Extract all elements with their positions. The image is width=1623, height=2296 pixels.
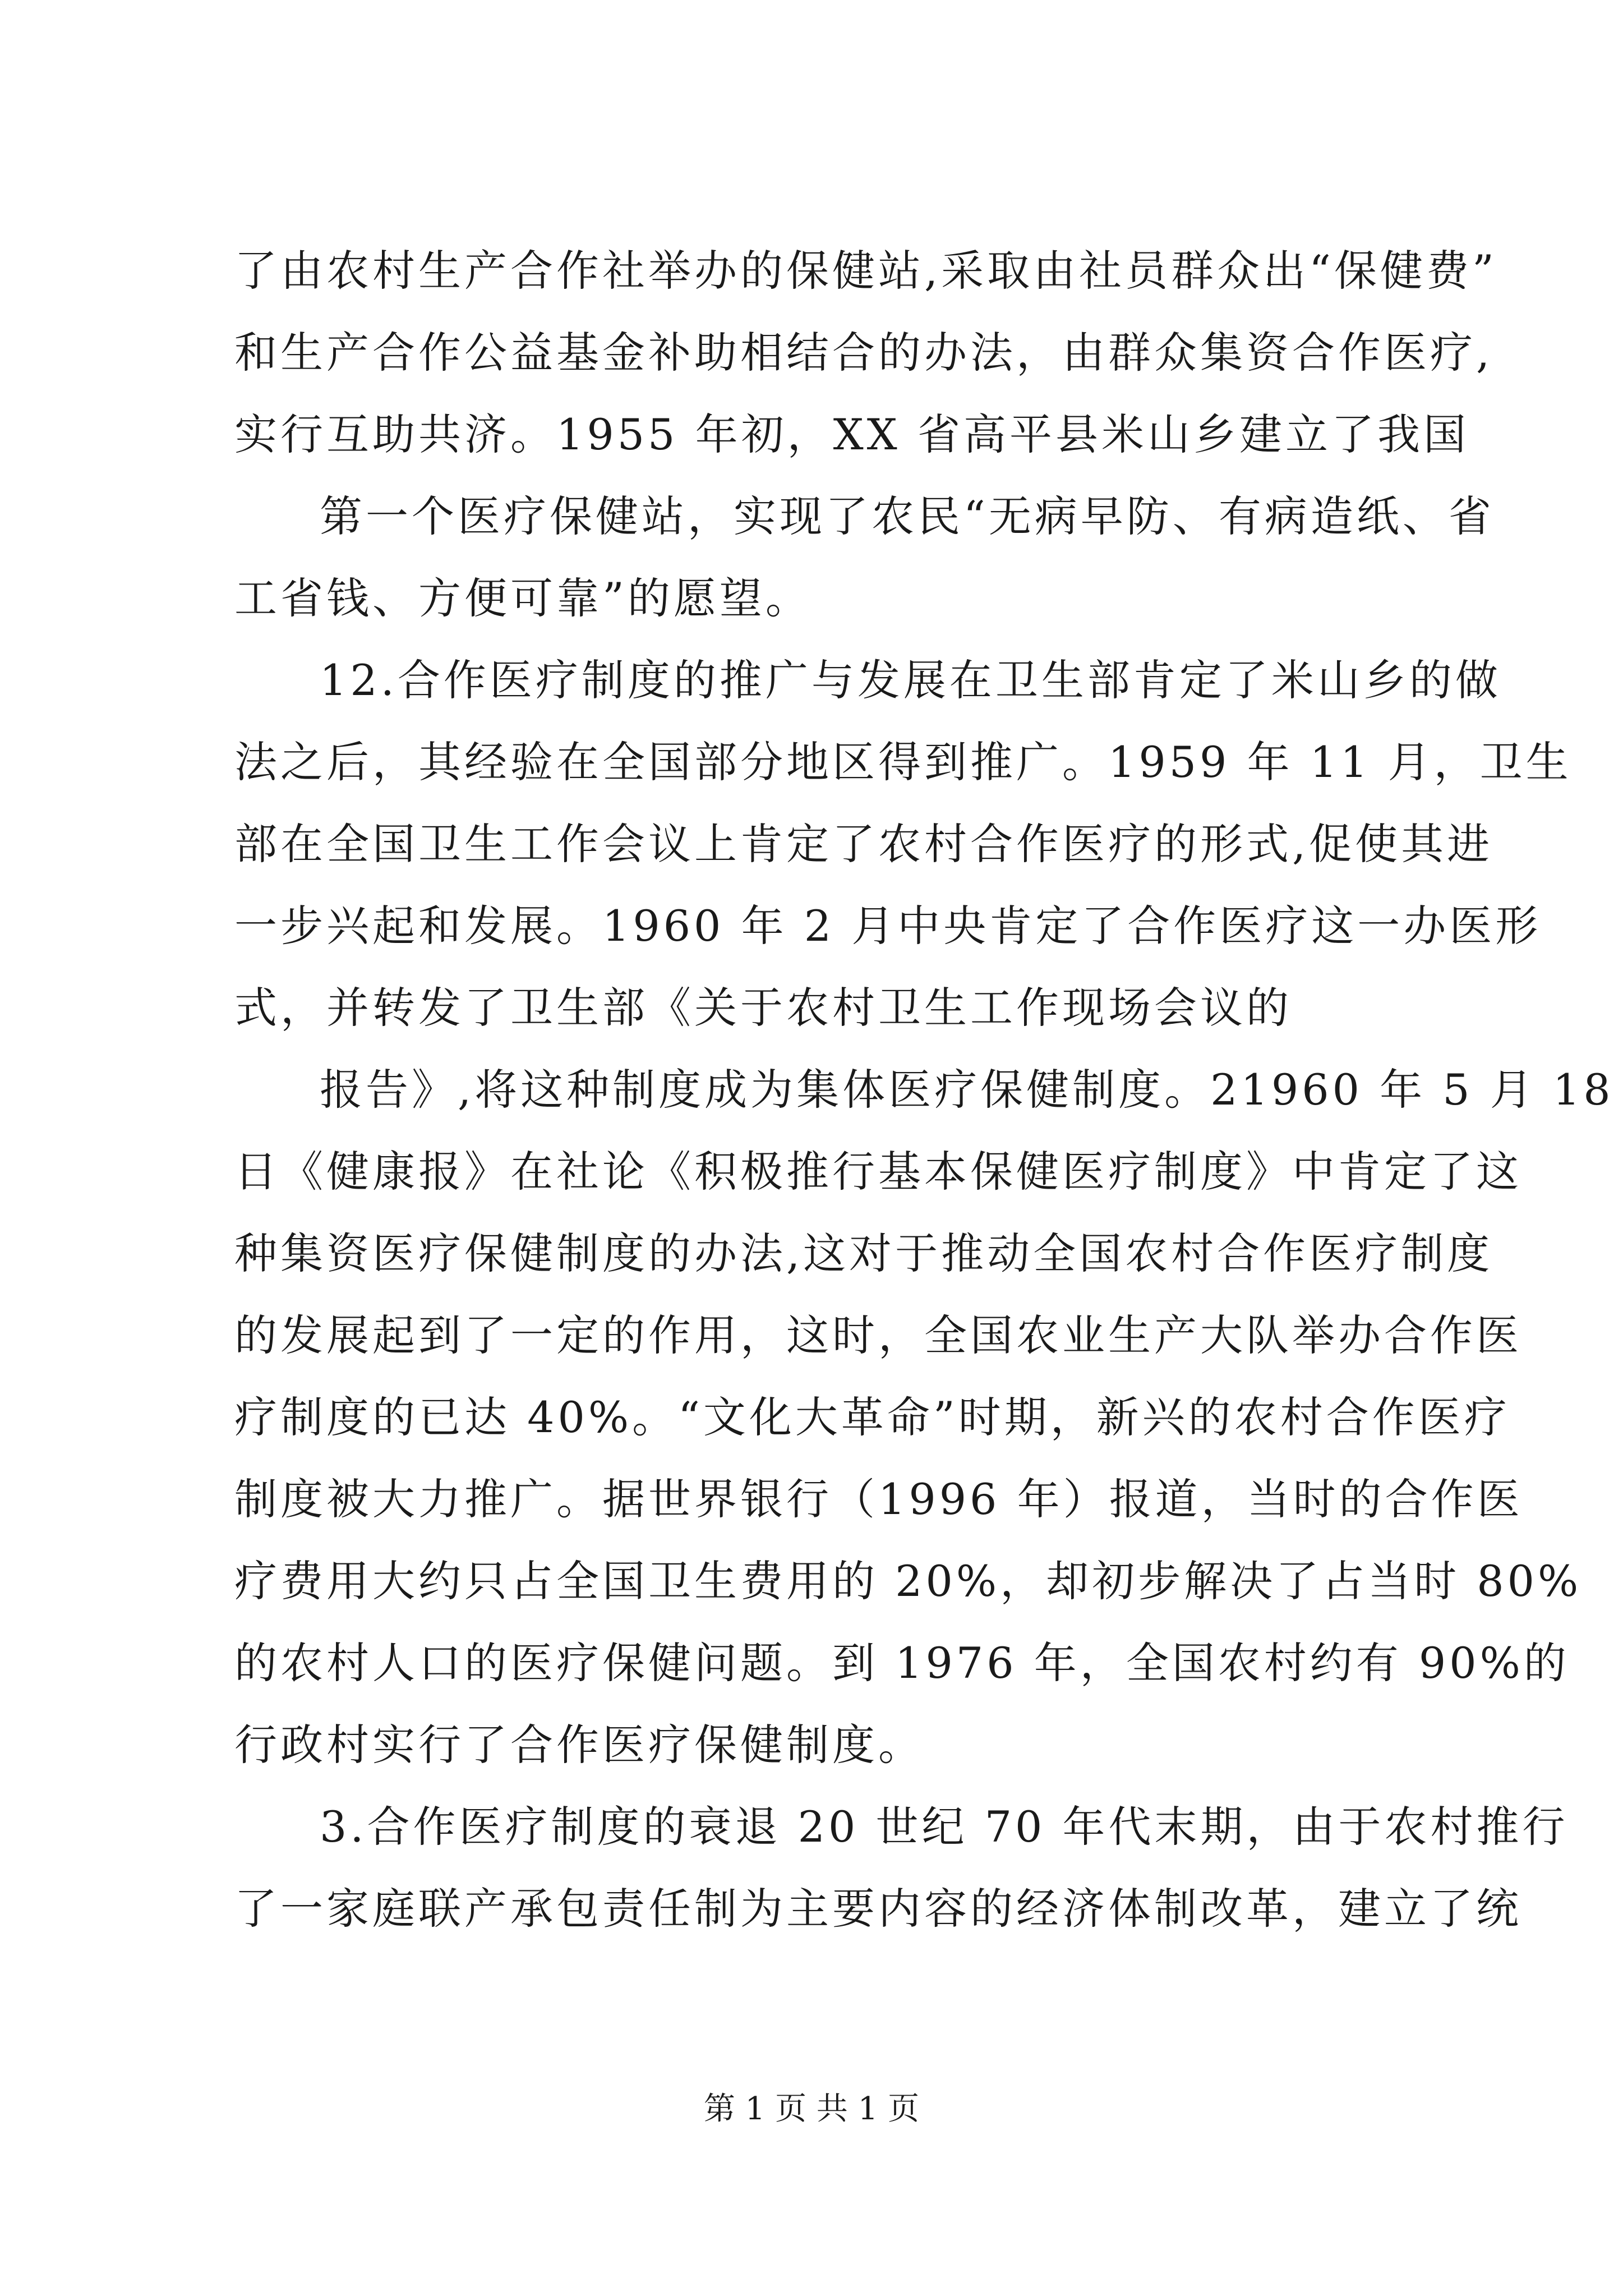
text-line: 式，并转发了卫生部《关于农村卫生工作现场会议的 [234,983,1292,1033]
paragraph [234,1049,1614,1786]
text-line: 12.合作医疗制度的推广与发展在卫生部肯定了米山乡的做 [320,655,1501,705]
text-line: 法之后，其经验在全国部分地区得到推广。1959 年 11 月，卫生 [234,737,1572,787]
text-line: 了一家庭联产承包责任制为主要内容的经济体制改革，建立了统 [234,1884,1522,1934]
document-body [234,230,1614,1950]
text-line: 第一个医疗保健站，实现了农民“无病早防、有病造纸、省 [320,491,1495,541]
text-line: 一步兴起和发展。1960 年 2 月中央肯定了合作医疗这一办医形 [234,901,1542,951]
text-line: 3.合作医疗制度的衰退 20 世纪 70 年代末期，由于农村推行 [320,1802,1569,1852]
text-line: 疗制度的已达 40%。“文化大革命”时期，新兴的农村合作医疗 [234,1392,1510,1442]
text-line: 和生产合作公益基金补助相结合的办法，由群众集资合作医疗, [234,328,1493,378]
text-line: 了由农村生产合作社举办的保健站,采取由社员群众出“保健费” [234,246,1497,296]
paragraph [234,639,1572,1049]
text-line: 日《健康报》在社论《积极推行基本保健医疗制度》中肯定了这 [234,1147,1522,1197]
text-line: 报告》,将这种制度成为集体医疗保健制度。21960 年 5 月 18 [320,1065,1614,1115]
paragraph [234,1786,1569,1950]
text-line: 实行互助共济。1955 年初，XX 省高平县米山乡建立了我国 [234,409,1469,459]
text-line: 的发展起到了一定的作用，这时，全国农业生产大队举办合作医 [234,1310,1522,1360]
paragraph [234,230,1497,476]
text-line: 部在全国卫生工作会议上肯定了农村合作医疗的形式,促使其进 [234,819,1493,869]
text-line: 的农村人口的医疗保健问题。到 1976 年，全国农村约有 90%的 [234,1638,1570,1688]
page-footer: 第 1 页 共 1 页 [703,2091,920,2127]
paragraph [234,476,1495,639]
text-line: 疗费用大约只占全国卫生费用的 20%，却初步解决了占当时 80% [234,1556,1582,1606]
text-line: 工省钱、方便可靠”的愿望。 [234,573,811,623]
text-line: 种集资医疗保健制度的办法,这对于推动全国农村合作医疗制度 [234,1228,1493,1278]
text-line: 制度被大力推广。据世界银行（1996 年）报道，当时的合作医 [234,1474,1523,1524]
text-line: 行政村实行了合作医疗保健制度。 [234,1720,924,1770]
